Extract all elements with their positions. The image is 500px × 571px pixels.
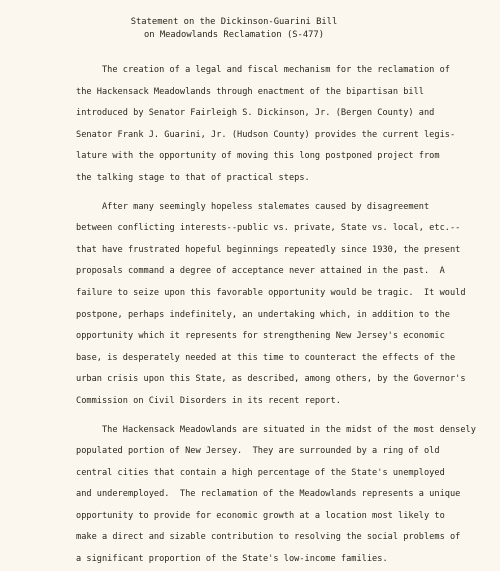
text-line: the Hackensack Meadowlands through enactment of the bipartisan bill bbox=[76, 86, 424, 97]
text-line: a significant proportion of the State's low-income families. bbox=[76, 554, 388, 565]
text-line: proposals command a degree of acceptance never attained in the past. A bbox=[76, 266, 445, 277]
text-line: base, is desperately needed at this time to counteract the effects of the bbox=[76, 352, 456, 363]
text-line: Senator Frank J. Guarini, Jr. (Hudson County) provides the current legis- bbox=[76, 129, 456, 140]
text-line: between conflicting interests--public vs. private, State vs. local, etc.-- bbox=[76, 223, 461, 234]
text-line: The creation of a legal and fiscal mechanism for the reclamation of bbox=[76, 65, 450, 75]
text-line: failure to seize upon this favorable opportunity would be tragic. It would bbox=[76, 287, 466, 298]
text-line: opportunity which it represents for strengthening New Jersey's economic bbox=[76, 331, 445, 342]
text-line: Commission on Civil Disorders in its recent report. bbox=[76, 395, 341, 406]
paragraph-3 bbox=[76, 420, 476, 571]
text-line: urban crisis upon this State, as described, among others, by the Governor's bbox=[76, 374, 466, 385]
text-line: postpone, perhaps indefinitely, an undertaking which, in addition to the bbox=[76, 309, 450, 320]
text-line: and underemployed. The reclamation of the Meadowlands represents a unique bbox=[76, 489, 461, 500]
text-line: make a direct and sizable contribution to resolving the social problems of bbox=[76, 532, 461, 543]
document-body bbox=[76, 60, 476, 571]
text-line: opportunity to provide for economic growth at a location most likely to bbox=[76, 510, 445, 521]
text-line: lature with the opportunity of moving this long postponed project from bbox=[76, 151, 440, 162]
text-line: After many seemingly hopeless stalemates caused by disagreement bbox=[76, 201, 430, 212]
text-line: the talking stage to that of practical steps. bbox=[76, 172, 310, 183]
text-line: populated portion of New Jersey. They are surrounded by a ring of old bbox=[76, 446, 440, 457]
paragraph-gap bbox=[76, 190, 476, 197]
paragraph-2 bbox=[76, 197, 476, 413]
text-line: The Hackensack Meadowlands are situated in the midst of the most densely bbox=[76, 424, 476, 435]
paragraph-1 bbox=[76, 60, 476, 190]
document-title-line-2: on Meadowlands Reclamation (S-477) bbox=[143, 30, 325, 40]
document-title-line-1: Statement on the Dickinson-Guarini Bill bbox=[130, 17, 338, 27]
text-line: introduced by Senator Fairleigh S. Dickinson, Jr. (Bergen County) and bbox=[76, 108, 435, 119]
paragraph-gap bbox=[76, 413, 476, 420]
text-line: central cities that contain a high percentage of the State's unemployed bbox=[76, 467, 445, 478]
text-line: that have frustrated hopeful beginnings repeatedly since 1930, the present bbox=[76, 244, 461, 255]
